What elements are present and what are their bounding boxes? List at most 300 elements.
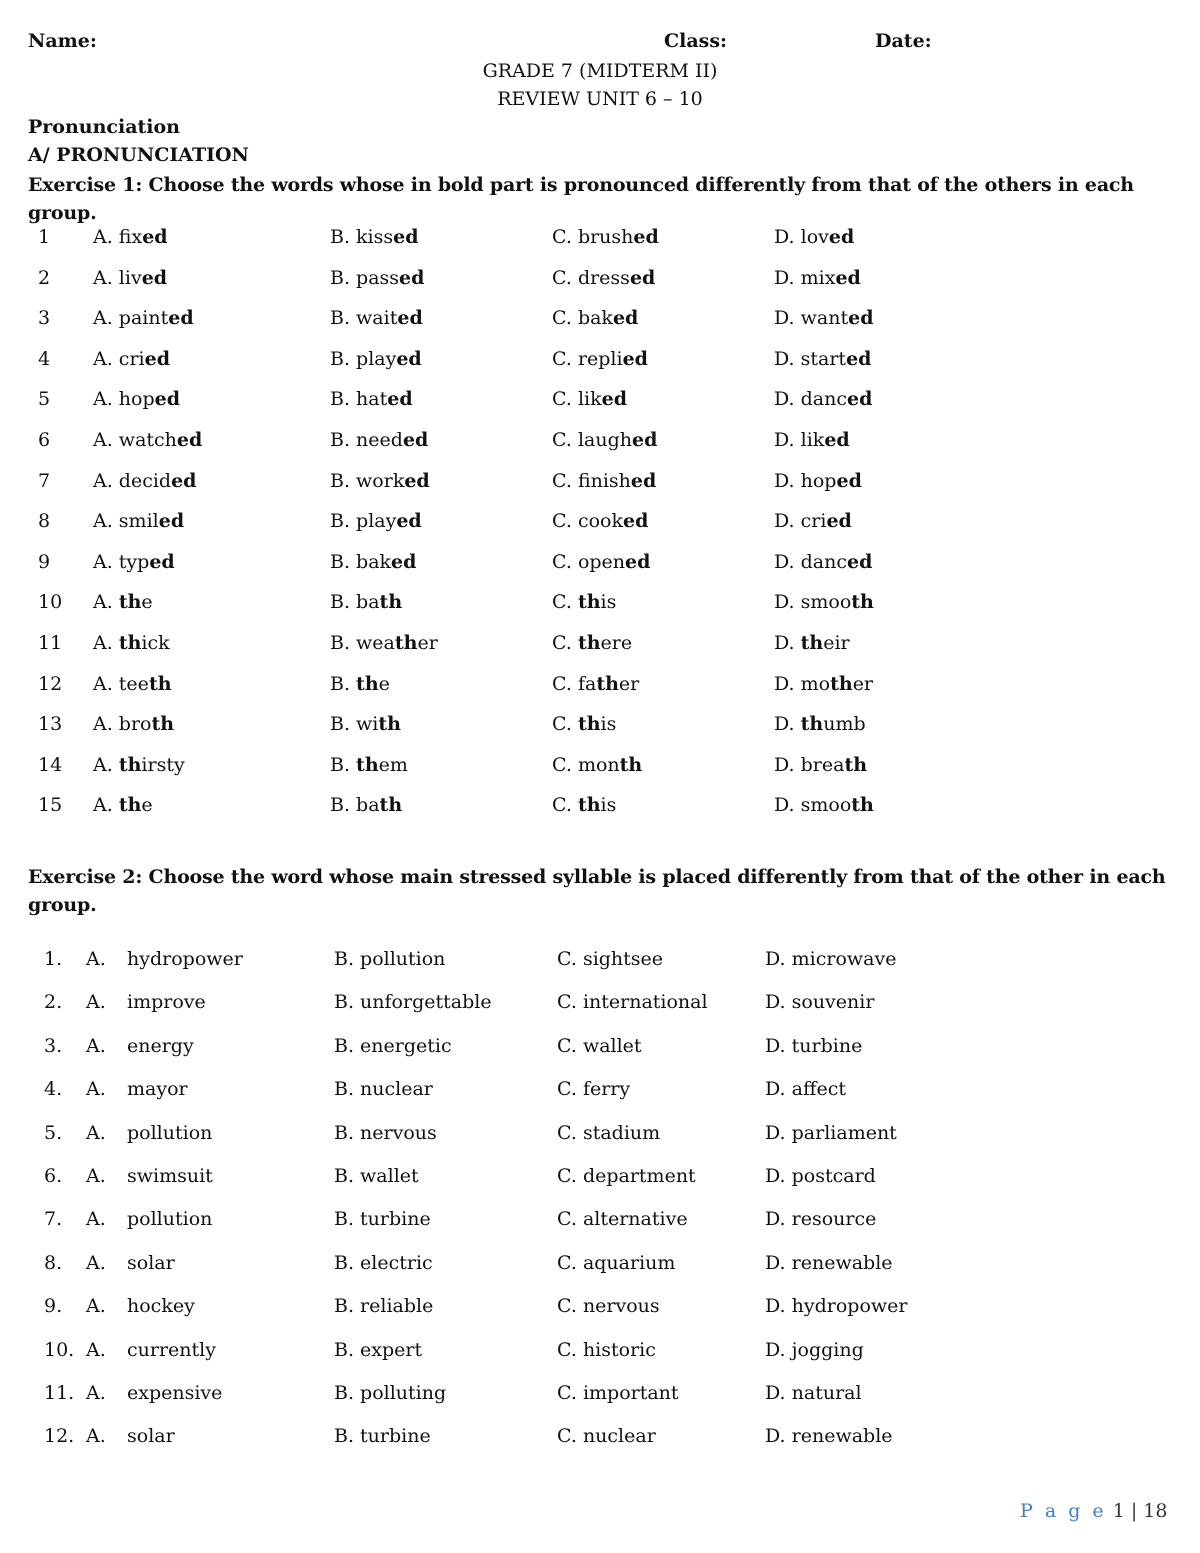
option-a: energy xyxy=(127,1034,194,1057)
option-a-letter: A. xyxy=(86,1251,106,1274)
bold-part: ed xyxy=(396,347,422,370)
option-text: B. kiss xyxy=(330,226,394,248)
exercise1-row xyxy=(0,754,1200,795)
option-a xyxy=(93,429,202,451)
bold-part: th xyxy=(118,794,142,817)
section-heading: A/ PRONUNCIATION xyxy=(28,144,249,166)
option-a-letter: A. xyxy=(86,1381,106,1404)
option-text: ere xyxy=(600,631,633,654)
option-text: D. xyxy=(774,713,801,736)
option-b xyxy=(330,267,424,289)
option-d xyxy=(774,307,873,329)
option-c: C. aquarium xyxy=(557,1251,676,1274)
bold-part: ed xyxy=(826,510,852,533)
exercise1-list xyxy=(0,226,1200,835)
bold-part: th xyxy=(378,713,401,736)
bold-part: th xyxy=(577,591,601,614)
question-number: 11. xyxy=(44,1381,75,1404)
option-text: A. smil xyxy=(93,510,159,533)
option-c: C. wallet xyxy=(557,1034,642,1057)
option-text: C. mon xyxy=(552,753,620,776)
option-c xyxy=(552,713,616,735)
bold-part: ed xyxy=(612,307,639,330)
bold-part: ed xyxy=(622,347,648,370)
option-text: B. ba xyxy=(330,591,380,614)
option-text: B. ba xyxy=(330,794,380,817)
option-text: er xyxy=(852,672,874,695)
option-text: A. watch xyxy=(93,428,177,451)
question-number: 12 xyxy=(38,672,63,695)
option-d xyxy=(774,673,873,695)
option-a: hockey xyxy=(127,1295,195,1318)
option-text: B. xyxy=(330,672,357,695)
page-footer xyxy=(1020,1500,1167,1522)
option-text: em xyxy=(378,753,408,776)
option-text: B. xyxy=(330,753,357,776)
option-text: B. bak xyxy=(330,550,392,573)
bold-part: ed xyxy=(168,307,194,330)
option-a: solar xyxy=(127,1425,175,1448)
question-number: 6. xyxy=(44,1164,63,1187)
option-text: A. xyxy=(93,591,119,614)
page-number: 1 | 18 xyxy=(1112,1500,1168,1522)
option-a-letter: A. xyxy=(86,1425,106,1448)
page-subtitle: REVIEW UNIT 6 – 10 xyxy=(497,88,703,110)
exercise1-row xyxy=(0,388,1200,429)
option-text: C. finish xyxy=(552,469,631,492)
bold-part: ed xyxy=(625,550,651,573)
option-text: B. work xyxy=(330,469,405,492)
option-d: D. parliament xyxy=(765,1121,897,1144)
option-d: D. resource xyxy=(765,1208,877,1231)
option-a: mayor xyxy=(127,1078,188,1101)
bold-part: ed xyxy=(601,388,627,411)
option-a: hydropower xyxy=(127,948,243,970)
option-d: D. microwave xyxy=(765,948,897,970)
option-d: D. affect xyxy=(765,1078,846,1101)
option-a-letter: A. xyxy=(86,1034,106,1057)
option-text: A. tee xyxy=(93,672,149,695)
option-text: D. mix xyxy=(774,266,836,289)
option-a-letter: A. xyxy=(86,1208,106,1231)
bold-part: th xyxy=(394,631,418,654)
option-text: A. xyxy=(93,794,119,817)
option-a-letter: A. xyxy=(86,1121,106,1144)
option-text: D. danc xyxy=(774,388,848,411)
bold-part: th xyxy=(356,672,379,695)
bold-part: ed xyxy=(396,510,422,533)
option-b xyxy=(330,754,408,776)
option-c: C. ferry xyxy=(557,1078,631,1101)
exercise1-row xyxy=(0,673,1200,714)
option-text: A. fix xyxy=(93,226,143,248)
option-d xyxy=(774,388,872,410)
option-b xyxy=(330,551,416,573)
option-d: D. postcard xyxy=(765,1164,876,1187)
option-d xyxy=(774,632,850,654)
option-b xyxy=(330,713,401,735)
option-text: er xyxy=(417,631,438,654)
option-text: A. liv xyxy=(93,266,142,289)
option-b: B. nuclear xyxy=(334,1078,433,1101)
option-text: A. decid xyxy=(93,469,172,492)
option-b: B. pollution xyxy=(334,948,446,970)
exercise1-row xyxy=(0,307,1200,348)
class-label: Class: xyxy=(664,30,728,52)
option-d xyxy=(774,226,854,248)
bold-part: th xyxy=(577,794,601,817)
exercise1-row xyxy=(0,510,1200,551)
option-a xyxy=(93,267,167,289)
bold-part: ed xyxy=(154,388,181,411)
exercise2-row xyxy=(0,948,1200,991)
option-text: B. pass xyxy=(330,266,400,289)
bold-part: th xyxy=(851,591,874,614)
option-d xyxy=(774,551,872,573)
question-number: 10. xyxy=(44,1338,75,1361)
exercise2-row xyxy=(0,1078,1200,1121)
bold-part: th xyxy=(151,713,175,736)
option-b: B. electric xyxy=(334,1251,433,1274)
option-text: A. paint xyxy=(93,307,169,330)
question-number: 10 xyxy=(38,591,63,614)
option-d: D. hydropower xyxy=(765,1295,908,1318)
option-d: D. natural xyxy=(765,1381,862,1404)
option-text: D. cri xyxy=(774,510,827,533)
question-number: 9 xyxy=(38,550,51,573)
bold-part: ed xyxy=(633,226,659,248)
question-number: 6 xyxy=(38,428,51,451)
option-b: B. unforgettable xyxy=(334,991,492,1014)
option-a xyxy=(93,348,170,370)
option-a-letter: A. xyxy=(86,1164,106,1187)
option-b: B. nervous xyxy=(334,1121,437,1144)
option-a xyxy=(93,591,153,613)
option-c xyxy=(552,429,657,451)
option-c xyxy=(552,591,616,613)
option-text: A. typ xyxy=(93,550,150,573)
bold-part: th xyxy=(851,794,874,817)
exercise1-row xyxy=(0,267,1200,308)
question-number: 1 xyxy=(38,226,51,248)
option-text: e xyxy=(378,672,390,695)
option-a xyxy=(93,794,153,816)
option-text: C. lik xyxy=(552,388,602,411)
option-text: C. laugh xyxy=(552,428,632,451)
option-text: D. xyxy=(774,631,801,654)
exercise1-row xyxy=(0,470,1200,511)
option-text: D. start xyxy=(774,347,847,370)
option-c xyxy=(552,388,627,410)
exercise1-row xyxy=(0,429,1200,470)
bold-part: th xyxy=(118,631,142,654)
bold-part: ed xyxy=(141,266,168,289)
option-text: A. hop xyxy=(93,388,155,411)
option-text: C. brush xyxy=(552,226,634,248)
bold-part: ed xyxy=(387,388,413,411)
bold-part: ed xyxy=(848,307,874,330)
exercise1-instruction: Exercise 1: Choose the words whose in bold part is pronounced differently from that of the others in each group. xyxy=(28,174,1134,224)
option-c: C. important xyxy=(557,1381,679,1404)
question-number: 5 xyxy=(38,388,51,411)
bold-part: ed xyxy=(391,550,417,573)
option-b: B. polluting xyxy=(334,1381,447,1404)
option-text: B. play xyxy=(330,347,397,370)
option-a: currently xyxy=(127,1338,216,1361)
section-label: Pronunciation xyxy=(28,116,180,138)
option-a-letter: A. xyxy=(86,991,106,1014)
option-b: B. turbine xyxy=(334,1208,431,1231)
option-text: B. wea xyxy=(330,631,395,654)
option-text: C. xyxy=(552,713,578,736)
option-b xyxy=(330,307,423,329)
bold-part: th xyxy=(118,591,142,614)
bold-part: ed xyxy=(622,510,649,533)
exercise1-row xyxy=(0,348,1200,389)
exercise2-row xyxy=(0,1295,1200,1338)
option-a xyxy=(93,632,170,654)
question-number: 8. xyxy=(44,1251,63,1274)
option-text: C. xyxy=(552,794,578,817)
bold-part: ed xyxy=(847,388,873,411)
bold-part: th xyxy=(379,591,403,614)
option-b xyxy=(330,226,419,248)
option-a xyxy=(93,510,184,532)
option-a: swimsuit xyxy=(127,1164,213,1187)
question-number: 1. xyxy=(44,948,63,970)
option-d: D. turbine xyxy=(765,1034,863,1057)
option-c xyxy=(552,348,648,370)
option-b xyxy=(330,591,402,613)
option-b xyxy=(330,632,438,654)
question-number: 2. xyxy=(44,991,63,1014)
option-text: B. play xyxy=(330,510,397,533)
exercise2-row xyxy=(0,1339,1200,1382)
question-number: 8 xyxy=(38,510,51,533)
option-text: C. open xyxy=(552,550,626,573)
exercise2-list xyxy=(0,948,1200,1469)
option-a-letter: A. xyxy=(86,1338,106,1361)
exercise1-row xyxy=(0,226,1200,267)
exercise2-row xyxy=(0,1035,1200,1078)
option-text: is xyxy=(600,794,617,817)
option-c xyxy=(552,794,616,816)
option-text: irsty xyxy=(141,753,185,776)
option-d xyxy=(774,429,850,451)
option-text: e xyxy=(141,591,153,614)
option-c xyxy=(552,307,638,329)
option-d: D. souvenir xyxy=(765,991,875,1014)
question-number: 3. xyxy=(44,1034,63,1057)
question-number: 4. xyxy=(44,1078,63,1101)
exercise2-row xyxy=(0,1122,1200,1165)
option-c xyxy=(552,632,632,654)
bold-part: th xyxy=(577,713,601,736)
exercise2-row xyxy=(0,1252,1200,1295)
option-text: C. dress xyxy=(552,266,630,289)
option-text: A. bro xyxy=(93,713,152,736)
option-c: C. alternative xyxy=(557,1208,688,1231)
exercise1-row xyxy=(0,591,1200,632)
option-c: C. sightsee xyxy=(557,948,664,970)
bold-part: th xyxy=(379,794,403,817)
option-text: B. wait xyxy=(330,307,398,330)
header-row xyxy=(28,30,1172,56)
exercise2-row xyxy=(0,1165,1200,1208)
question-number: 14 xyxy=(38,753,63,776)
option-text: D. brea xyxy=(774,753,845,776)
bold-part: ed xyxy=(142,226,168,248)
exercise1-row xyxy=(0,713,1200,754)
question-number: 12. xyxy=(44,1425,75,1448)
option-b: B. wallet xyxy=(334,1164,419,1187)
option-a xyxy=(93,226,168,248)
option-text: is xyxy=(600,713,617,736)
bold-part: th xyxy=(118,753,142,776)
option-c xyxy=(552,673,639,695)
option-a: expensive xyxy=(127,1381,223,1404)
exercise1-row xyxy=(0,551,1200,592)
option-c xyxy=(552,510,648,532)
option-c xyxy=(552,551,650,573)
option-text: C. xyxy=(552,631,578,654)
option-a-letter: A. xyxy=(86,1078,106,1101)
option-a xyxy=(93,551,175,573)
option-b xyxy=(330,794,402,816)
bold-part: th xyxy=(800,631,824,654)
option-a-letter: A. xyxy=(86,1295,106,1318)
option-text: D. mo xyxy=(774,672,831,695)
bold-part: ed xyxy=(149,550,175,573)
option-a: pollution xyxy=(127,1121,213,1144)
option-text: is xyxy=(600,591,617,614)
exercise1-row xyxy=(0,632,1200,673)
bold-part: ed xyxy=(828,226,855,248)
bold-part: ed xyxy=(404,469,430,492)
bold-part: ed xyxy=(836,469,862,492)
option-text: D. lov xyxy=(774,226,829,248)
option-a xyxy=(93,388,180,410)
option-d xyxy=(774,794,874,816)
option-c: C. international xyxy=(557,991,708,1014)
option-c xyxy=(552,267,655,289)
exercise2-row xyxy=(0,991,1200,1034)
bold-part: th xyxy=(619,753,643,776)
name-label: Name: xyxy=(28,30,97,52)
bold-part: ed xyxy=(393,226,419,248)
option-b xyxy=(330,348,422,370)
option-b: B. expert xyxy=(334,1338,423,1361)
option-c xyxy=(552,470,656,492)
option-text: A. cri xyxy=(93,347,145,370)
bold-part: ed xyxy=(824,428,850,451)
bold-part: ed xyxy=(847,550,873,573)
option-c xyxy=(552,226,659,248)
question-number: 3 xyxy=(38,307,51,330)
option-c: C. nervous xyxy=(557,1295,660,1318)
option-text: A. xyxy=(93,753,119,776)
option-b: B. reliable xyxy=(334,1295,434,1318)
page-title: GRADE 7 (MIDTERM II) xyxy=(482,60,718,82)
option-text: C. fa xyxy=(552,672,597,695)
bold-part: th xyxy=(800,713,824,736)
question-number: 7 xyxy=(38,469,51,492)
exercise2-row xyxy=(0,1208,1200,1251)
option-a: pollution xyxy=(127,1208,213,1231)
question-number: 13 xyxy=(38,713,63,736)
option-a: solar xyxy=(127,1251,175,1274)
question-number: 9. xyxy=(44,1295,63,1318)
option-a xyxy=(93,307,194,329)
option-b: B. energetic xyxy=(334,1034,452,1057)
question-number: 11 xyxy=(38,631,63,654)
option-text: er xyxy=(618,672,640,695)
option-d: D. renewable xyxy=(765,1251,893,1274)
exercise1-row xyxy=(0,794,1200,835)
option-d: D. jogging xyxy=(765,1338,864,1361)
option-text: D. lik xyxy=(774,428,825,451)
option-text: A. xyxy=(93,631,119,654)
option-text: D. hop xyxy=(774,469,837,492)
option-c: C. historic xyxy=(557,1338,656,1361)
bold-part: ed xyxy=(629,266,656,289)
bold-part: th xyxy=(356,753,379,776)
option-b xyxy=(330,510,422,532)
option-b xyxy=(330,388,413,410)
bold-part: ed xyxy=(397,307,423,330)
option-text: C. xyxy=(552,591,578,614)
exercise2-row xyxy=(0,1425,1200,1468)
bold-part: ed xyxy=(631,428,658,451)
date-label: Date: xyxy=(875,30,932,52)
option-d xyxy=(774,754,867,776)
bold-part: ed xyxy=(158,510,185,533)
option-b: B. turbine xyxy=(334,1425,431,1448)
question-number: 5. xyxy=(44,1121,63,1144)
bold-part: ed xyxy=(630,469,657,492)
option-a xyxy=(93,673,172,695)
option-a: improve xyxy=(127,991,206,1014)
option-d xyxy=(774,470,862,492)
bold-part: ed xyxy=(399,266,425,289)
option-d xyxy=(774,348,871,370)
page-label: P a g e xyxy=(1020,1500,1107,1522)
option-d: D. renewable xyxy=(765,1425,893,1448)
option-text: D. danc xyxy=(774,550,848,573)
option-text: C. cook xyxy=(552,510,623,533)
option-text: B. need xyxy=(330,428,403,451)
option-a-letter: A. xyxy=(86,948,106,970)
question-number: 7. xyxy=(44,1208,63,1231)
option-b xyxy=(330,470,430,492)
option-d xyxy=(774,713,866,735)
option-text: B. wi xyxy=(330,713,379,736)
bold-part: th xyxy=(830,672,853,695)
option-text: D. smoo xyxy=(774,794,852,817)
exercise2-instruction: Exercise 2: Choose the word whose main stressed syllable is placed differently from that of the other in each group. xyxy=(28,866,1166,916)
option-d xyxy=(774,510,852,532)
option-b xyxy=(330,429,428,451)
option-text: D. smoo xyxy=(774,591,852,614)
bold-part: ed xyxy=(402,428,429,451)
option-text: D. want xyxy=(774,307,849,330)
option-text: C. repli xyxy=(552,347,623,370)
option-text: C. bak xyxy=(552,307,613,330)
bold-part: ed xyxy=(171,469,197,492)
option-text: ick xyxy=(141,631,170,654)
option-c xyxy=(552,754,642,776)
bold-part: th xyxy=(596,672,619,695)
